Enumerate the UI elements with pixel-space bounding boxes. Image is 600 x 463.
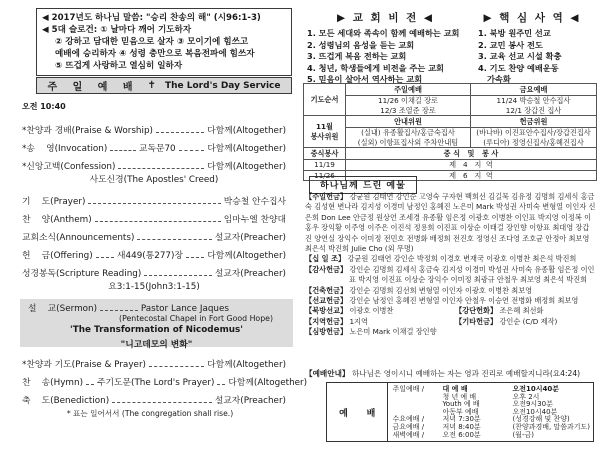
offering-pair-row	[305, 317, 596, 327]
vision-line: ◀ 5대 슬로건: ① 날마다 깨어 기도하자	[42, 25, 192, 35]
schedule-time: 오후 2시	[512, 392, 540, 401]
offering-entry-tithe	[305, 254, 596, 264]
dotted-leader	[156, 132, 204, 133]
duty-roster-table	[303, 83, 597, 181]
usher-line-1: (실내) 유종활집사/홍금숙집사	[361, 128, 455, 137]
sermon-box	[20, 299, 293, 350]
vision-item: 5. 믿음이 살아서 역사하는 교회	[307, 74, 423, 84]
schedule-time: (월-금)	[512, 430, 534, 439]
schedule-prefix: 수요예배 /	[392, 415, 425, 424]
order-item-label: *송 영(Invocation)	[22, 144, 108, 154]
offering-line-1: (바나바) 이진표안수집사/장갑진집사	[476, 128, 591, 137]
offering-entry-names: 강인순 김명희 김선희 변형열 이인자 이광호 이병찬 최보영	[349, 285, 533, 295]
order-of-worship	[22, 118, 286, 296]
offering-entry-label: 【주일헌금】	[305, 192, 348, 201]
offering-entry-label: 【기타헌금】	[455, 316, 498, 326]
offering-entry-names: 강균원 김태연 강인순 고영숙 구자현 백희선 김길묵 김유정 김명희 김세식 홍금숙 김성현 변나라 김지성 이경미 남정인 홍혜진 노은미 Mark 박성권 사미숙 변형열 이인자 신은희 Don Lee 안금정 원상언 조세경 유종활 임은정 이광호 이병찬 이인표 박지영 이정복 이홍우 장익황 이주영 이주은 이진석 정용희 이진표 이상순 이태걸 장인향 이항표 최대영 장갑진 양연실 장익수 이미정 전민호 전병화 배정희 전진호 정영신 조다영 조호균 안정아 최보영 최은석 박진희 Julie Cho (외 무명)	[305, 192, 596, 254]
schedule-prefix: 주일예배 /	[392, 385, 425, 393]
vision-item: 4. 청년, 학생들에게 비전을 주는 교회	[307, 62, 444, 73]
dotted-leader	[179, 150, 205, 151]
order-item-right: 박승철 안수집사	[223, 197, 286, 207]
dotted-leader	[137, 239, 211, 240]
vision-line: ◀ 2017년도 하나님 말씀: "승리 찬송의 해" (시96:1-3)	[42, 13, 261, 23]
prayer-order-label: 기도순서	[304, 84, 346, 116]
schedule-prefix: 금요예배 /	[392, 422, 425, 431]
order-item-right: 다함께(Altogether)	[207, 162, 286, 172]
usher-cell	[346, 128, 471, 148]
order-item-right: 임마누엘 찬양대	[223, 215, 286, 225]
order-item	[22, 261, 286, 279]
schedule-time: 오전10시40분	[512, 385, 559, 393]
dotted-leader	[86, 384, 94, 385]
dotted-leader	[88, 203, 220, 204]
congregation-rise-footnote: * 표는 일어서서 (The congregation shall rise.)	[66, 409, 234, 418]
sermon-line	[28, 302, 285, 314]
offering-entry-building	[305, 286, 596, 296]
monthly-servers-label	[304, 116, 346, 148]
order-item	[22, 136, 286, 154]
offering-line-2: (루디아) 정영신집사/홍혜진집사	[483, 137, 584, 147]
order-item-right: 설교자(Preacher)	[214, 233, 286, 243]
order-item-label: 교회소식(Announcements)	[22, 233, 135, 243]
worship-guide-line	[305, 368, 597, 379]
schedule-prefix: 새벽예배 /	[392, 430, 425, 439]
ministry-item-cont: 가속화	[487, 74, 511, 84]
order-item-right: 다함께(Altogether)	[207, 144, 287, 154]
offering-entry-visitation	[305, 327, 596, 337]
core-ministry-list	[468, 28, 596, 86]
schedule-body	[388, 383, 593, 441]
worship-guide-verse: 하나님은 영이시니 예배하는 자는 영과 진리로 예배할지니라(요4:24)	[351, 369, 581, 378]
offering-entry-label: 【감사헌금】	[305, 264, 348, 274]
sunday-service-header: 주일예배	[346, 84, 471, 96]
order-item-middle: 새449(통277)장	[117, 251, 183, 261]
schedule-row	[392, 386, 590, 394]
lunch-date: 11/19	[304, 160, 346, 171]
offering-entry-label: 【심방헌금】	[305, 327, 348, 337]
prayer-friday-2: 12/1 장갑진 집사	[505, 105, 562, 115]
servers-label: 봉사위원	[310, 131, 339, 141]
vision-line: ② 강하고 담대한 믿음으로 살자 ③ 모이기에 힘쓰고	[55, 37, 249, 47]
schedule-name: Youth 예 배	[442, 400, 480, 409]
order-item-label: 찬 송(Hymn)	[22, 378, 84, 388]
sermon-title-korean: "니고데모의 변화"	[120, 340, 193, 350]
service-time: 오전 10:40	[22, 102, 66, 111]
offering-entry-north-mission	[305, 306, 455, 316]
lunch-area: 제 6 지 역	[346, 170, 597, 181]
sermon-chapel: (Pentecostal Chapel in Fort Good Hope)	[119, 314, 273, 323]
offering-entry-thanksgiving	[305, 265, 596, 286]
dotted-leader	[118, 168, 204, 169]
offering-entry-label: 【북방선교】	[305, 306, 348, 316]
schedule-time: 오전10시40분	[512, 407, 558, 416]
friday-service-header: 금요예배	[471, 84, 597, 96]
dotted-leader	[149, 366, 204, 367]
offering-entry-pulpit-flowers	[455, 306, 596, 316]
schedule-row	[392, 432, 590, 440]
offerings-list	[305, 192, 596, 338]
order-item-right: 설교자(Preacher)	[214, 396, 286, 406]
service-title-bar	[36, 77, 292, 94]
sermon-title-english: 'The Transformation of Nicodemus'	[70, 325, 243, 335]
order-item-label: *찬양과 기도(Praise & Prayer)	[22, 360, 146, 370]
dotted-leader	[95, 221, 221, 222]
prayer-friday-1: 11/24 박승철 안수집사	[496, 96, 571, 105]
service-title-english: The Lord's Day Service	[164, 80, 281, 91]
offering-entry-names: 이광호 이병찬	[349, 306, 394, 316]
dotted-leader	[110, 150, 136, 151]
order-item	[22, 118, 286, 136]
vision-item: 2. 성령님의 음성을 듣는 교회	[307, 39, 415, 50]
dotted-leader	[217, 384, 225, 385]
offering-entry-label: 【선교헌금】	[305, 296, 348, 306]
church-vision-section	[303, 10, 468, 86]
scripture-reference-note: 요3:1-15(John3:1-15)	[108, 282, 200, 292]
offering-entry-names: 강인순 남정인 홍혜진 변형열 이인자 안철우 이승연 전병화 배정희 최보영	[349, 296, 579, 306]
offering-entry-names: 강인순 김명희 김세식 홍금숙 김지성 이경미 박성권 사미숙 유종활 임은정 이인표 박지영 이진표 이상순 장익수 이미정 최광규 안철우 최보영 최은석 박진희	[349, 264, 595, 285]
vision-line: 예배에 승리하자 ④ 성령 충만으로 복음전파에 힘쓰자	[55, 49, 255, 59]
schedule-row	[392, 401, 590, 409]
order-item-label: 헌 금(Offering)	[22, 251, 93, 261]
ministry-item: 4. 기도 찬양 예배운동	[478, 62, 559, 73]
prayer-sunday-1: 11/26 이채길 장로	[378, 96, 438, 105]
order-item-right: 다함께(Altogether)	[207, 251, 287, 261]
schedule-name: 대 예 배	[442, 385, 468, 393]
order-item-right: 다함께(Altogether)	[207, 126, 286, 136]
service-title-korean: 주 일 예 배	[47, 82, 139, 93]
prayer-friday-cell	[471, 96, 597, 116]
sermon-label: 설 교(Sermon)	[28, 304, 98, 314]
lunch-date: 11/26	[304, 170, 346, 181]
offering-entry-names: 노은미 Mark 이채걸 장인향	[349, 327, 437, 337]
offering-entry-district	[305, 317, 455, 327]
offering-entry-names: 강균원 김태연 강인순 박정희 이경호 변재국 이광호 이병찬 최은석 박진희	[347, 254, 577, 264]
apostles-creed-note: 사도신경(The Apostles' Creed)	[89, 175, 219, 185]
ministry-item: 3. 교육 선교 시설 확충	[478, 51, 562, 61]
offering-entry-label: 【강단헌화】	[455, 306, 498, 316]
closing-order	[22, 352, 308, 406]
offering-entry-label: 【건축헌금】	[305, 285, 348, 295]
order-item	[22, 370, 308, 388]
order-item-right: 다함께(Altogether)	[207, 360, 286, 370]
order-item-label: 기 도(Prayer)	[22, 197, 86, 207]
offering-entry-names: 강인순 (C/D 제작)	[499, 316, 558, 326]
offering-entry-names: 조은혜 최선화	[499, 306, 544, 316]
schedule-name: 아동부 예배	[442, 407, 479, 416]
order-item-middle: 주기도문(The Lord's Prayer)	[97, 378, 215, 388]
order-item	[22, 388, 286, 406]
order-item	[22, 207, 286, 225]
church-vision-title: ▶ 교 회 비 전 ◀	[337, 12, 434, 24]
dotted-leader	[100, 310, 138, 311]
sermon-preacher: Pastor Lance Jaques	[140, 304, 229, 314]
core-ministry-section	[468, 10, 596, 86]
order-item	[22, 154, 286, 172]
order-item	[22, 243, 286, 261]
order-item-right: 설교자(Preacher)	[214, 269, 286, 279]
dotted-leader	[112, 402, 212, 403]
schedule-time: 오전9시30분	[512, 400, 553, 409]
offerings-title-box: 하나님께 드린 예물	[309, 176, 417, 194]
schedule-name: 청 년 예 배	[442, 392, 477, 401]
vision-item: 1. 모든 세대와 족속이 함께 예배하는 교회	[307, 28, 460, 38]
order-item-right: 다함께(Altogether)	[228, 378, 308, 388]
schedule-time: (찬양과경배, 말씀과기도)	[512, 422, 590, 431]
offering-committee-header: 헌금위원	[471, 116, 597, 128]
dotted-leader	[186, 257, 204, 258]
core-ministry-title: ▶ 핵 심 사 역 ◀	[483, 12, 581, 24]
schedule-name: 오전 6:00분	[442, 430, 481, 439]
usher-line-2: (실외) 이항표집사외 주차안내팀	[357, 137, 459, 147]
order-item	[22, 352, 286, 370]
vision-item: 3. 뜨겁게 복음 전하는 교회	[307, 51, 407, 61]
ministry-item: 1. 북방 원주민 선교	[478, 28, 551, 38]
prayer-sunday-cell	[346, 96, 471, 116]
order-item	[22, 225, 286, 243]
schedule-time: (성경강해 및 찬양)	[512, 415, 570, 424]
offering-committee-cell	[471, 128, 597, 148]
order-item-label: 찬 양(Anthem)	[22, 215, 92, 225]
ministry-item: 2. 교민 봉사 전도	[478, 39, 543, 50]
dotted-leader	[144, 275, 212, 276]
yearly-vision-box	[36, 8, 292, 76]
order-item	[22, 189, 286, 207]
order-item-label: *신앙고백(Confession)	[22, 162, 116, 172]
order-item-label: 축 도(Benediction)	[22, 396, 110, 406]
lunch-service-label: 중식봉사	[304, 148, 346, 160]
offering-entry-other	[455, 317, 596, 327]
schedule-name: 저녁 8:40분	[442, 422, 481, 431]
order-item-label: *찬양과 경배(Praise & Worship)	[22, 126, 153, 136]
lunch-service-header: 중 식 및 봉 사	[346, 148, 597, 160]
offering-entry-sunday	[305, 192, 596, 254]
order-item-label: 성경봉독(Scripture Reading)	[22, 269, 142, 279]
offering-entry-mission	[305, 296, 596, 306]
offering-entry-label: 【지역헌금】	[305, 316, 348, 326]
offering-pair-row	[305, 306, 596, 316]
church-vision-list	[303, 28, 468, 86]
offering-entry-names: 1지역	[349, 316, 368, 326]
worship-guide-label: 【예배안내】	[305, 369, 350, 378]
schedule-row	[392, 394, 590, 402]
vision-line: ⑤ 뜨겁게 사랑하고 열심히 일하자	[55, 61, 183, 71]
order-item-middle: 교독문70	[138, 144, 176, 154]
schedule-name: 저녁 7:30분	[442, 415, 481, 424]
usher-header: 안내위원	[346, 116, 471, 128]
lunch-area: 제 4 지 역	[346, 160, 597, 171]
prayer-sunday-2: 12/3 조열준 장로	[380, 105, 436, 115]
cross-icon: ✝	[147, 80, 156, 91]
offering-entry-label: 【십 일 조】	[305, 254, 346, 264]
worship-schedule-table	[326, 382, 594, 442]
month-label: 11월	[316, 122, 333, 131]
dotted-leader	[96, 257, 114, 258]
schedule-side-label: 예 배	[327, 383, 388, 441]
